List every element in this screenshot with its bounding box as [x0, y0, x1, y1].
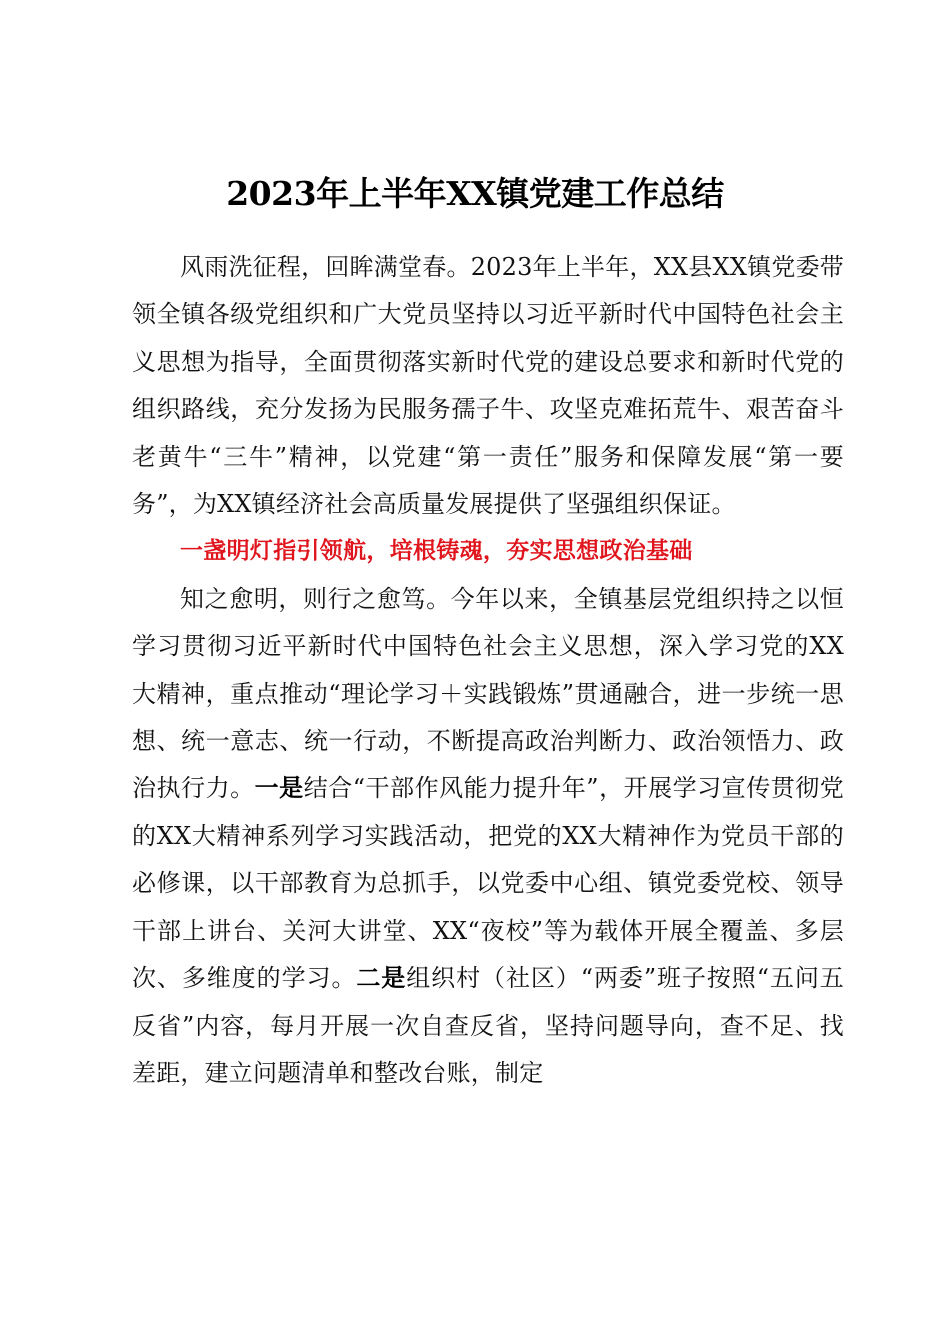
- document-title: 2023年上半年XX镇党建工作总结: [226, 174, 724, 213]
- section-text-part2: 结合“干部作风能力提升年”，开展学习宣传贯彻党的XX大精神系列学习实践活动，把党的XX大精神作为党员干部的必修课，以干部教育为总抓手，以党委中心组、镇党委党校、领导干部上讲台、关河大讲堂、XX“夜校”等为载体开展全覆盖、多层次、多维度的学习。: [132, 774, 845, 993]
- intro-paragraph: 风雨洗征程，回眸满堂春。2023年上半年，XX县XX镇党委带领全镇各级党组织和广大党员坚持以习近平新时代中国特色社会主义思想为指导，全面贯彻落实新时代党的建设总要求和新时代党的组织路线，充分发扬为民服务孺子牛、攻坚克难拓荒牛、艰苦奋斗老黄牛“三牛”精神，以党建“第一责任”服务和保障发展“第一要务”，为XX镇经济社会高质量发展提供了坚强组织保证。: [132, 253, 844, 519]
- bold-marker-second: 二是: [356, 964, 407, 993]
- section-text-part1: 知之愈明，则行之愈笃。今年以来，全镇基层党组织持之以恒学习贯彻习近平新时代中国特色社会主义思想，深入学习党的XX大精神，重点推动“理论学习＋实践锻炼”贯通融合，进一步统一思想、统一意志、统一行动，不断提高政治判断力、政治领悟力、政治执行力。: [132, 584, 844, 803]
- bold-marker-first: 一是: [254, 774, 304, 803]
- section-text-part3: 组织村（社区）“两委”班子按照“五问五反省”内容，每月开展一次自查反省，坚持问题导向，查不足、找差距，建立问题清单和整改台账，制定: [132, 964, 844, 1087]
- section-paragraph: [132, 576, 844, 1097]
- section-heading: 一盏明灯指引领航，培根铸魂，夯实思想政治基础: [180, 538, 693, 565]
- document-body: [132, 244, 844, 1097]
